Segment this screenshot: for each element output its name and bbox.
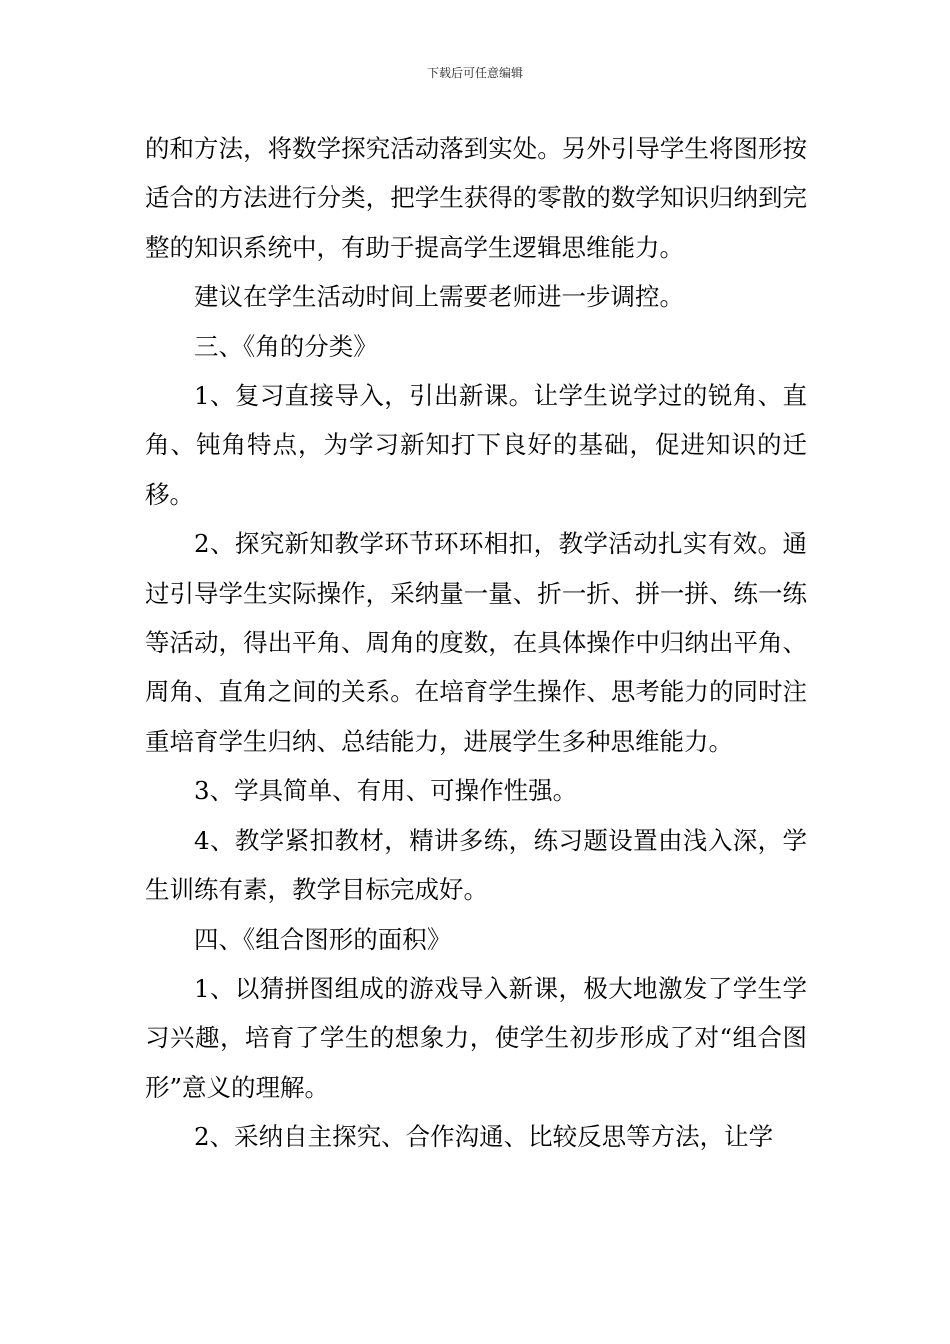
section-heading: 四、《组合图形的面积》: [194, 924, 452, 954]
paragraph: 2、采纳自主探究、合作沟通、比较反思等方法，让学: [194, 1122, 774, 1152]
document-body: [145, 124, 807, 1162]
paragraph: 1、复习直接导入，引出新课。让学生说学过的锐角、直角、钝角特点，为学习新知打下良好的基础，促进知识的迁移。: [145, 381, 807, 509]
paragraph: 建议在学生活动时间上需要老师进一步调控。: [194, 282, 684, 312]
section-heading: 三、《角的分类》: [194, 331, 378, 361]
paragraph: 3、学具简单、有用、可操作性强。: [194, 776, 578, 806]
paragraph: 的和方法，将数学探究活动落到实处。另外引导学生将图形按适合的方法进行分类，把学生获得的零散的数学知识归纳到完整的知识系统中，有助于提高学生逻辑思维能力。: [145, 134, 807, 262]
page-header: 下载后可任意编辑: [426, 66, 523, 80]
paragraph: 1、以猜拼图组成的游戏导入新课，极大地激发了学生学习兴趣，培育了学生的想象力，使学生初步形成了对“组合图形”意义的理解。: [145, 973, 807, 1102]
paragraph: 4、教学紧扣教材，精讲多练，练习题设置由浅入深，学生训练有素，教学目标完成好。: [145, 825, 807, 905]
paragraph: 2、探究新知教学环节环环相扣，教学活动扎实有效。通过引导学生实际操作，采纳量一量、折一折、拼一拼、练一练等活动，得出平角、周角的度数，在具体操作中归纳出平角、周角、直角之间的关系。在培育学生操作、思考能力的同时注重培育学生归纳、总结能力，进展学生多种思维能力。: [145, 529, 807, 756]
